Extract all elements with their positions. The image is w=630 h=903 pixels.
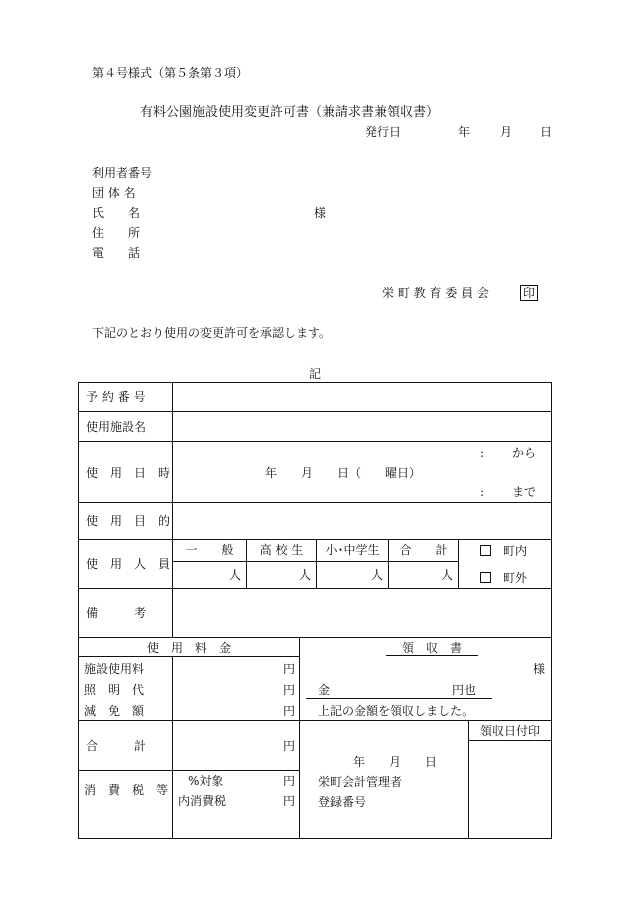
tax-internal-yen: 円 — [283, 794, 296, 808]
people-header-total: 合 計 — [399, 543, 448, 557]
receipt-registration: 登録番号 — [318, 795, 367, 809]
issue-date-day: 日 — [540, 125, 553, 139]
people-unit-highschool: 人 — [298, 568, 311, 582]
tax-internal-label: 内消費税 — [178, 794, 227, 808]
name-label: 氏 名 — [92, 206, 141, 220]
tax-target-yen: 円 — [283, 774, 296, 788]
datetime-date-text: 年 月 日（ 曜日） — [265, 466, 422, 480]
user-number-label: 利用者番号 — [92, 166, 153, 180]
datetime-label: 使 用 日 時 — [86, 466, 171, 480]
datetime-from: から — [512, 446, 537, 460]
receipt-title: 領 収 書 — [401, 641, 462, 655]
receipt-amount-prefix: 金 — [318, 683, 331, 697]
fee-yen-facility: 円 — [283, 662, 296, 676]
fee-row-lighting: 照 明 代 — [84, 683, 145, 697]
town-out-label: 町外 — [503, 571, 528, 585]
town-out-option[interactable] — [480, 571, 527, 585]
tax-target-label: %対象 — [188, 774, 224, 788]
remarks-label: 備 考 — [86, 606, 147, 620]
phone-label: 電 話 — [92, 246, 141, 260]
tax-label: 消 費 税 等 — [84, 783, 169, 797]
form-number: 第４号様式（第５条第３項） — [92, 66, 249, 80]
fee-yen-reduction: 円 — [283, 704, 296, 718]
datetime-colon-from: : — [480, 446, 485, 460]
facility-name-label: 使用施設名 — [86, 420, 147, 434]
ki-heading: 記 — [309, 367, 322, 381]
fee-row-facility: 施設使用料 — [84, 662, 145, 676]
receipt-honorific: 様 — [533, 662, 546, 676]
datetime-until: まで — [512, 485, 537, 499]
receipt-received-text: 上記の金額を領収しました。 — [318, 704, 475, 718]
fee-header: 使 用 料 金 — [146, 641, 231, 655]
fee-total-label: 合 計 — [86, 739, 147, 753]
people-header-elementary: 小･中学生 — [325, 543, 380, 557]
issue-date-label: 発行日 — [365, 125, 402, 139]
checkbox-icon[interactable] — [480, 545, 491, 556]
people-unit-total: 人 — [440, 568, 453, 582]
people-unit-general: 人 — [228, 568, 241, 582]
group-name-label: 団 体 名 — [92, 186, 136, 200]
receipt-amount-suffix: 円也 — [452, 683, 477, 697]
name-honorific: 様 — [314, 206, 327, 220]
town-in-option[interactable] — [480, 544, 527, 558]
issuer-name: 栄 町 教 育 委 員 会 — [382, 286, 489, 300]
issue-date-month: 月 — [500, 125, 513, 139]
purpose-label: 使 用 目 的 — [86, 514, 171, 528]
people-unit-elementary: 人 — [370, 568, 383, 582]
people-header-general: 一 般 — [185, 543, 234, 557]
fee-row-reduction: 減 免 額 — [84, 704, 145, 718]
checkbox-icon[interactable] — [480, 572, 491, 583]
address-label: 住 所 — [92, 226, 141, 240]
datetime-colon-until: : — [480, 485, 485, 499]
people-label: 使 用 人 員 — [86, 557, 171, 571]
issue-date-year: 年 — [458, 125, 471, 139]
receipt-date-text: 年 月 日 — [353, 755, 438, 769]
reservation-number-label: 予 約 番 号 — [86, 390, 146, 404]
receipt-stamp-label: 領収日付印 — [479, 724, 540, 738]
people-header-highschool: 高 校 生 — [259, 543, 304, 557]
page-title: 有料公園施設使用変更許可書（兼請求書兼領収書） — [140, 105, 440, 120]
fee-yen-lighting: 円 — [283, 683, 296, 697]
fee-total-yen: 円 — [283, 739, 296, 753]
seal-mark: 印 — [520, 285, 538, 301]
town-in-label: 町内 — [503, 544, 528, 558]
receipt-manager: 栄町会計管理者 — [318, 775, 403, 789]
approval-text: 下記のとおり使用の変更許可を承認します。 — [92, 326, 332, 340]
